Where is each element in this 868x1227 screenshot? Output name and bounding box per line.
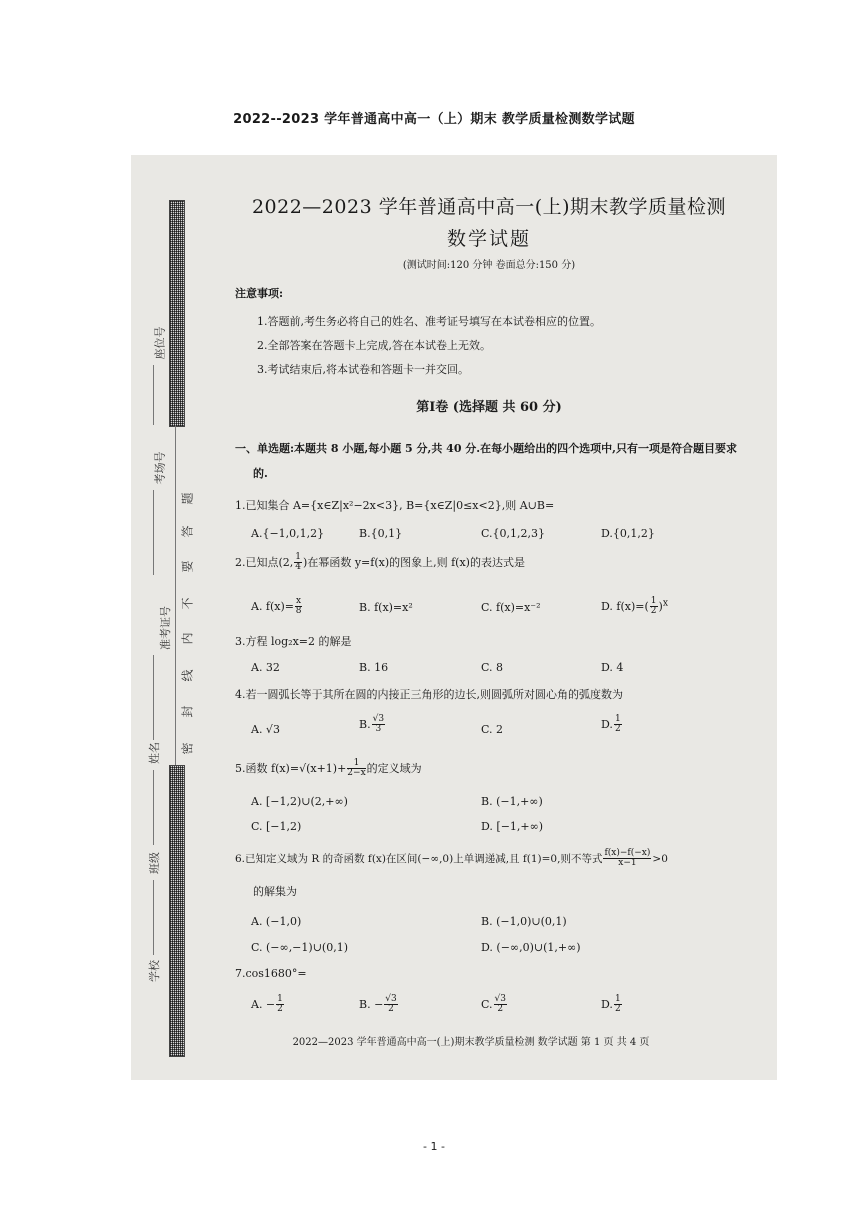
- fraction: [372, 715, 385, 735]
- fraction-numerator: x: [296, 596, 302, 606]
- stem-text: 的定义域为: [366, 761, 422, 775]
- option-b: B. 16: [359, 661, 389, 674]
- fraction-denominator: x−1: [618, 858, 637, 869]
- question-stem: [235, 849, 668, 869]
- fraction-denominator: 2: [614, 1004, 621, 1015]
- option-d: D. $\frac{1}{2}$: [601, 714, 621, 735]
- fraction-denominator: 3: [375, 724, 382, 735]
- point-x: 2,: [282, 555, 294, 569]
- class-line: [153, 880, 155, 955]
- stem-text: >0: [652, 852, 668, 865]
- stem-text: 6.已知定义域为 R 的奇函数 f(x)在区间(−∞,0)上单调递减,且 f(1)=0,则不等式: [235, 852, 603, 865]
- option-a: A. (−1,0): [251, 915, 302, 928]
- fraction-denominator: 2: [497, 1004, 504, 1015]
- document-header: 2022--2023 学年普通高中高一（上）期末 教学质量检测数学试题: [233, 112, 635, 127]
- fraction-denominator: 2−x: [347, 768, 366, 779]
- exam-content: [229, 155, 769, 1080]
- name-label: 姓名: [148, 742, 161, 764]
- option-c: C. (−∞,−1)∪(0,1): [251, 941, 348, 954]
- option-d: D. [−1,+∞): [481, 820, 544, 833]
- fraction-numerator: 1: [614, 994, 621, 1004]
- exponent: x: [662, 597, 668, 609]
- question-stem: 2.已知点(2, $\frac{1}{4}$ )在幂函数 y=f(x)的图象上,则 f(x)的表达式是: [235, 552, 525, 573]
- seal-char: 密: [180, 742, 195, 755]
- question-stem: 1.已知集合 A={x∈Z|x²−2x<3}, B={x∈Z|0≤x<2},则 A∪B=: [235, 499, 555, 512]
- option-c: C. 2: [481, 723, 504, 736]
- option-a: [251, 597, 303, 617]
- option-c: C. f(x)=x⁻²: [481, 601, 541, 614]
- option-b: B. $\frac{√3}{3}$: [359, 714, 385, 735]
- fraction: [603, 849, 651, 869]
- option-b: B. f(x)=x²: [359, 601, 413, 614]
- fraction-numerator: 1: [295, 552, 302, 562]
- stem-text: 在幂函数 y=f(x)的图象上,则 f(x)的表达式是: [307, 555, 525, 569]
- fraction-numerator: 1: [650, 596, 657, 606]
- seal-char: 要: [180, 560, 195, 573]
- stem-text: 5.函数 f(x)=√(x+1)+: [235, 761, 347, 775]
- fraction-denominator: 2: [650, 606, 657, 617]
- fraction: [347, 759, 365, 779]
- option-d: D. f(x)=( $\frac{1}{2}$ )$^x$: [601, 596, 668, 617]
- seal-char: 内: [180, 632, 195, 645]
- option-text: D. f(x)=: [601, 599, 645, 613]
- exam-meta: (测试时间:120 分钟 卷面总分:150 分): [402, 260, 576, 271]
- seal-char: 封: [180, 705, 195, 718]
- notice-item: 3.考试结束后,将本试卷和答题卡一并交回。: [257, 363, 469, 376]
- section-title: 第Ⅰ卷 (选择题 共 60 分): [416, 400, 562, 415]
- question-stem: 3.方程 log₂x=2 的解是: [235, 635, 352, 648]
- exam-photo: [131, 155, 777, 1080]
- option-d: D. 4: [601, 661, 624, 674]
- question-stem: [235, 759, 422, 779]
- notice-item: 2.全部答案在答题卡上完成,答在本试卷上无效。: [257, 339, 491, 352]
- instruction-line: 一、单选题:本题共 8 小题,每小题 5 分,共 40 分.在每小题给出的四个选项中,只有一项是符合题目要求: [235, 442, 737, 455]
- fraction-numerator: √3: [385, 994, 397, 1004]
- fraction: [650, 597, 658, 617]
- fraction: [614, 995, 622, 1015]
- option-b: B. (−1,0)∪(0,1): [481, 915, 567, 928]
- seat-number-label: 座位号: [153, 326, 167, 360]
- admission-number-label: 准考证号: [159, 606, 172, 650]
- option-a: A. [−1,2)∪(2,+∞): [251, 795, 348, 808]
- fraction: [384, 995, 397, 1015]
- instruction-line: 的.: [253, 467, 268, 480]
- option-b: B.{0,1}: [359, 527, 403, 540]
- admission-number-line: [153, 655, 155, 740]
- binding-margin: [131, 155, 226, 1080]
- seal-char: 答: [180, 525, 195, 538]
- option-a: A. 32: [251, 661, 280, 674]
- seat-number-line: [153, 365, 155, 425]
- fraction-denominator: 2: [277, 1004, 283, 1015]
- option-c: C. [−1,2): [251, 820, 302, 833]
- fraction-numerator: f(x)−f(−x): [604, 848, 651, 858]
- class-label: 班级: [148, 852, 161, 874]
- exam-room-label: 考场号: [153, 451, 167, 485]
- fraction-numerator: 1: [614, 714, 621, 724]
- option-c: C. $\frac{√3}{2}$: [481, 994, 506, 1015]
- fraction: [294, 553, 302, 573]
- option-text: A. f(x)=: [251, 599, 295, 613]
- seal-char: 题: [180, 492, 195, 505]
- option-d: D. (−∞,0)∪(1,+∞): [481, 941, 581, 954]
- page-number: - 1 -: [423, 1140, 445, 1153]
- option-b: B. − $\frac{√3}{2}$: [359, 994, 397, 1015]
- option-a: A. − $\frac{1}{2}$: [251, 994, 283, 1015]
- notice-title: 注意事项:: [235, 287, 284, 300]
- fraction: [494, 995, 507, 1015]
- fraction-numerator: 1: [347, 759, 365, 769]
- fraction-denominator: 2: [614, 724, 621, 735]
- fraction-denominator: 4: [295, 562, 302, 573]
- seal-char: 不: [180, 597, 195, 610]
- option-c: C.{0,1,2,3}: [481, 527, 546, 540]
- hatch-strip-top: [169, 200, 185, 427]
- name-line: [153, 770, 155, 845]
- stem-text: 2.已知点: [235, 555, 279, 569]
- exam-room-line: [153, 490, 155, 575]
- option-b: B. (−1,+∞): [481, 795, 543, 808]
- fraction: [614, 715, 622, 735]
- fraction: [276, 995, 284, 1015]
- fraction-numerator: √3: [372, 714, 385, 724]
- fraction-numerator: 1: [277, 994, 283, 1004]
- fraction-numerator: √3: [494, 994, 506, 1004]
- exam-title: 2022—2023 学年普通高中高一(上)期末教学质量检测: [251, 196, 727, 218]
- fraction-denominator: 8: [295, 606, 302, 617]
- notice-item: 1.答题前,考生务必将自己的姓名、准考证号填写在本试卷相应的位置。: [257, 315, 601, 328]
- question-stem: 7.cos1680°=: [235, 967, 307, 980]
- fraction-denominator: 2: [388, 1004, 394, 1015]
- option-d: D.{0,1,2}: [601, 527, 655, 540]
- exam-footer: 2022—2023 学年普通高中高一(上)期末教学质量检测 数学试题 第 1 页 共 4 页: [292, 1037, 650, 1048]
- fraction: [295, 597, 302, 617]
- exam-subtitle: 数学试题: [446, 228, 531, 250]
- option-c: C. 8: [481, 661, 504, 674]
- seal-char: 线: [180, 669, 195, 682]
- hatch-strip-bottom: [169, 765, 185, 1057]
- option-d: D. $\frac{1}{2}$: [601, 994, 621, 1015]
- option-a: A. √3: [251, 723, 280, 736]
- school-label: 学校: [148, 960, 161, 982]
- question-stem-continued: 的解集为: [253, 885, 297, 898]
- question-stem: 4.若一圆弧长等于其所在圆的内接正三角形的边长,则圆弧所对圆心角的弧度数为: [235, 688, 623, 701]
- option-a: A.{−1,0,1,2}: [251, 527, 325, 540]
